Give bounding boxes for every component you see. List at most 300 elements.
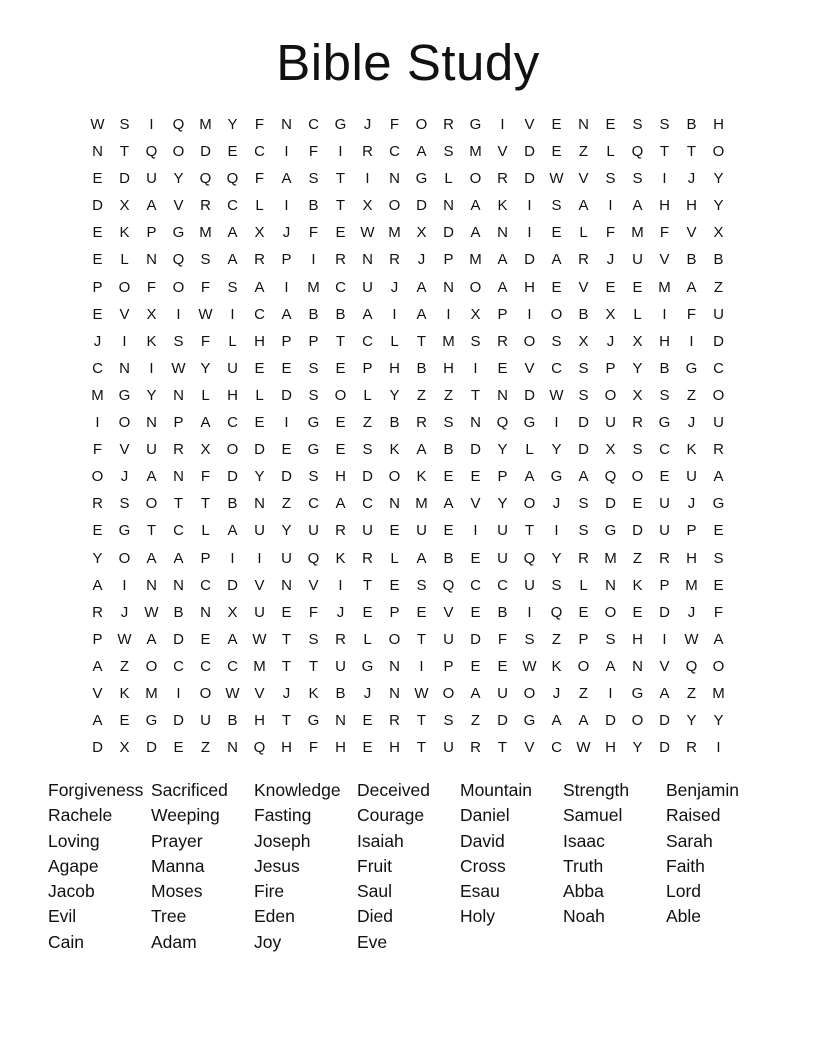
grid-letter: E — [281, 441, 292, 459]
grid-row — [84, 707, 732, 734]
grid-letter: W — [117, 630, 132, 648]
grid-letter: M — [685, 576, 698, 594]
grid-letter: M — [388, 224, 401, 242]
grid-letter: N — [605, 576, 616, 594]
grid-letter: N — [389, 657, 400, 675]
grid-letter: G — [658, 414, 671, 432]
grid-letter: K — [389, 441, 400, 459]
grid-letter: V — [659, 251, 670, 269]
word-list-item: Loving — [48, 830, 100, 851]
grid-letter: Q — [496, 414, 509, 432]
word-list-item: Strength — [563, 780, 630, 800]
grid-letter: I — [716, 739, 721, 757]
word-list-item: Sacrificed — [151, 780, 228, 800]
word-list-item: Forgiveness — [48, 780, 144, 800]
word-list-item: Deceived — [357, 780, 430, 800]
grid-letter: G — [631, 684, 644, 702]
grid-letter: I — [338, 576, 343, 594]
grid-letter: I — [176, 305, 181, 323]
grid-letter: E — [335, 224, 346, 242]
grid-letter: Z — [416, 386, 427, 404]
grid-letter: L — [525, 441, 534, 459]
grid-letter: V — [470, 495, 481, 513]
grid-letter: P — [173, 414, 184, 432]
grid-letter: M — [604, 549, 617, 567]
grid-letter: N — [578, 116, 589, 133]
grid-letter: F — [200, 468, 211, 486]
grid-letter: I — [284, 197, 289, 215]
grid-letter: P — [443, 657, 454, 675]
grid-letter: S — [578, 386, 589, 404]
grid-letter: G — [712, 495, 725, 513]
grid-letter: I — [419, 657, 424, 675]
grid-letter: C — [308, 116, 319, 133]
grid-letter: S — [443, 414, 454, 432]
grid-row — [84, 246, 732, 273]
word-list-item: Sarah — [666, 830, 713, 851]
grid-letter: D — [524, 170, 535, 188]
grid-letter: O — [577, 657, 590, 675]
grid-letter: U — [227, 359, 238, 377]
grid-letter: W — [252, 630, 267, 648]
grid-letter: L — [390, 332, 399, 350]
grid-letter: U — [659, 495, 670, 513]
grid-letter: P — [605, 359, 616, 377]
grid-letter: Y — [200, 359, 211, 377]
grid-letter: H — [713, 116, 724, 133]
grid-letter: E — [389, 522, 400, 540]
grid-letter: D — [632, 522, 643, 540]
grid-letter: I — [608, 197, 613, 215]
word-list-item: David — [460, 830, 505, 851]
grid-letter: T — [335, 197, 346, 215]
grid-letter: R — [335, 251, 346, 269]
grid-letter: S — [632, 441, 643, 459]
grid-letter: A — [416, 278, 427, 296]
grid-letter: V — [524, 739, 535, 757]
grid-letter: N — [227, 739, 238, 757]
grid-letter: F — [308, 603, 319, 621]
grid-letter: A — [200, 414, 211, 432]
grid-letter: P — [659, 576, 670, 594]
grid-letter: W — [198, 305, 213, 323]
grid-letter: S — [119, 116, 130, 133]
grid-letter: L — [120, 251, 129, 269]
grid-letter: Z — [119, 657, 130, 675]
grid-letter: D — [443, 224, 454, 242]
grid-letter: Z — [200, 739, 211, 757]
grid-letter: L — [255, 197, 264, 215]
grid-letter: W — [522, 657, 537, 675]
grid-letter: W — [144, 603, 159, 621]
grid-letter: A — [227, 522, 238, 540]
grid-letter: A — [578, 712, 589, 730]
grid-letter: I — [554, 522, 559, 540]
grid-letter: G — [118, 386, 131, 404]
grid-row — [84, 463, 732, 490]
grid-letter: M — [712, 684, 725, 702]
grid-letter: X — [605, 441, 616, 459]
grid-letter: E — [551, 278, 562, 296]
word-list-item: Fire — [254, 881, 285, 902]
grid-letter: R — [173, 441, 184, 459]
grid-letter: O — [469, 170, 482, 188]
grid-letter: B — [335, 305, 346, 323]
grid-letter: N — [389, 684, 400, 702]
grid-letter: J — [120, 603, 129, 621]
grid-letter: C — [659, 441, 670, 459]
grid-letter: M — [199, 116, 212, 133]
grid-letter: X — [119, 197, 130, 215]
grid-letter: O — [172, 143, 185, 161]
grid-letter: O — [145, 495, 158, 513]
grid-letter: A — [551, 251, 562, 269]
grid-letter: E — [335, 359, 346, 377]
grid-letter: I — [284, 143, 289, 161]
grid-letter: S — [416, 576, 427, 594]
grid-letter: O — [199, 684, 212, 702]
grid-letter: H — [389, 739, 400, 757]
grid-letter: A — [578, 197, 589, 215]
grid-letter: T — [119, 143, 130, 161]
grid-letter: B — [308, 305, 319, 323]
grid-letter: A — [632, 197, 643, 215]
grid-letter: F — [713, 603, 724, 621]
grid-letter: E — [497, 359, 508, 377]
grid-letter: M — [91, 386, 104, 404]
grid-letter: T — [524, 522, 535, 540]
grid-letter: D — [524, 143, 535, 161]
grid-letter: H — [659, 332, 670, 350]
grid-letter: Z — [362, 414, 373, 432]
grid-letter: H — [686, 197, 697, 215]
grid-letter: M — [658, 278, 671, 296]
word-list-item: Abba — [563, 881, 604, 902]
grid-letter: Y — [281, 522, 292, 540]
grid-letter: R — [686, 739, 697, 757]
grid-letter: F — [146, 278, 157, 296]
grid-letter: E — [713, 522, 724, 540]
word-list-item: Benjamin — [666, 780, 739, 800]
grid-letter: R — [335, 522, 346, 540]
grid-letter: G — [685, 359, 698, 377]
grid-letter: R — [254, 251, 265, 269]
grid-letter: D — [470, 441, 481, 459]
grid-letter: J — [687, 603, 696, 621]
grid-letter: E — [119, 712, 130, 730]
grid-letter: W — [684, 630, 699, 648]
grid-letter: H — [524, 278, 535, 296]
word-list-item: Saul — [357, 881, 393, 902]
grid-letter: I — [527, 197, 532, 215]
grid-letter: X — [146, 305, 157, 323]
grid-letter: Y — [497, 495, 508, 513]
grid-letter: I — [608, 684, 613, 702]
grid-letter: S — [443, 712, 454, 730]
grid-letter: R — [335, 630, 346, 648]
grid-letter: Y — [686, 712, 697, 730]
grid-letter: U — [281, 549, 292, 567]
grid-letter: F — [308, 224, 319, 242]
grid-letter: G — [523, 414, 536, 432]
grid-row — [84, 653, 732, 680]
grid-letter: N — [281, 576, 292, 594]
word-list-item: Died — [357, 906, 393, 927]
word-list-item: Fasting — [254, 805, 312, 826]
grid-letter: A — [281, 305, 292, 323]
word-list-item: Mountain — [460, 780, 532, 800]
grid-letter: B — [335, 684, 346, 702]
grid-letter: Q — [631, 143, 644, 161]
grid-letter: Q — [145, 143, 158, 161]
grid-letter: N — [173, 386, 184, 404]
grid-letter: I — [662, 305, 667, 323]
grid-letter: A — [146, 468, 157, 486]
grid-letter: U — [308, 522, 319, 540]
grid-letter: S — [605, 170, 616, 188]
grid-letter: I — [122, 576, 127, 594]
grid-letter: P — [443, 251, 454, 269]
grid-letter: A — [497, 278, 508, 296]
grid-letter: V — [497, 143, 508, 161]
grid-letter: Q — [226, 170, 239, 188]
grid-letter: Z — [686, 386, 697, 404]
grid-letter: O — [550, 305, 563, 323]
grid-letter: F — [200, 332, 211, 350]
grid-letter: U — [416, 522, 427, 540]
grid-letter: S — [578, 495, 589, 513]
grid-letter: P — [281, 332, 292, 350]
grid-letter: U — [443, 630, 454, 648]
grid-letter: G — [118, 522, 131, 540]
grid-letter: L — [228, 332, 237, 350]
grid-letter: L — [579, 224, 588, 242]
grid-letter: S — [227, 278, 238, 296]
grid-letter: J — [363, 684, 372, 702]
grid-letter: N — [173, 576, 184, 594]
grid-letter: G — [145, 712, 158, 730]
grid-letter: I — [176, 684, 181, 702]
grid-letter: U — [335, 657, 346, 675]
grid-letter: L — [390, 549, 399, 567]
grid-letter: I — [527, 224, 532, 242]
grid-letter: R — [200, 197, 211, 215]
grid-letter: B — [443, 441, 454, 459]
grid-letter: O — [712, 386, 725, 404]
grid-letter: C — [227, 197, 238, 215]
word-list-item: Jacob — [48, 881, 95, 902]
word-list-item: Isaac — [563, 830, 605, 851]
grid-letter: F — [686, 305, 697, 323]
grid-letter: H — [335, 739, 346, 757]
grid-letter: O — [226, 441, 239, 459]
grid-letter: N — [389, 170, 400, 188]
grid-letter: I — [365, 170, 370, 188]
grid-letter: R — [497, 332, 508, 350]
grid-letter: N — [254, 495, 265, 513]
grid-letter: A — [92, 712, 103, 730]
grid-row — [84, 301, 732, 328]
grid-letter: I — [500, 116, 505, 133]
grid-letter: F — [254, 116, 265, 133]
grid-letter: R — [659, 549, 670, 567]
grid-letter: J — [336, 603, 345, 621]
grid-letter: M — [145, 684, 158, 702]
grid-letter: Q — [604, 468, 617, 486]
grid-letter: A — [470, 197, 481, 215]
word-list-item: Rachele — [48, 805, 113, 826]
grid-letter: Q — [172, 116, 185, 133]
grid-letter: Y — [389, 386, 400, 404]
grid-letter: S — [551, 332, 562, 350]
grid-letter: U — [254, 603, 265, 621]
grid-letter: C — [551, 739, 562, 757]
grid-letter: F — [308, 143, 319, 161]
grid-letter: N — [362, 251, 373, 269]
grid-letter: S — [362, 441, 373, 459]
grid-letter: E — [578, 603, 589, 621]
grid-letter: T — [281, 657, 292, 675]
grid-letter: E — [335, 414, 346, 432]
word-list-item: Fruit — [357, 855, 392, 876]
grid-letter: W — [549, 170, 564, 188]
grid-letter: A — [227, 251, 238, 269]
grid-letter: D — [146, 739, 157, 757]
grid-letter: A — [281, 170, 292, 188]
grid-letter: U — [632, 251, 643, 269]
grid-letter: P — [362, 359, 373, 377]
grid-letter: A — [146, 197, 157, 215]
word-list-item: Tree — [151, 906, 187, 927]
grid-letter: H — [686, 549, 697, 567]
grid-letter: C — [92, 359, 103, 377]
grid-letter: D — [578, 441, 589, 459]
grid-letter: A — [173, 549, 184, 567]
grid-letter: W — [576, 739, 591, 757]
grid-letter: I — [446, 305, 451, 323]
grid-letter: Z — [551, 630, 562, 648]
grid-letter: G — [172, 224, 185, 242]
grid-letter: E — [416, 603, 427, 621]
grid-letter: J — [390, 278, 399, 296]
grid-letter: S — [119, 495, 130, 513]
grid-letter: V — [443, 603, 454, 621]
grid-letter: O — [388, 468, 401, 486]
grid-letter: F — [92, 441, 103, 459]
grid-letter: S — [200, 251, 211, 269]
grid-letter: M — [199, 224, 212, 242]
grid-letter: H — [335, 468, 346, 486]
grid-letter: T — [308, 657, 319, 675]
grid-row — [84, 355, 732, 382]
grid-letter: D — [227, 468, 238, 486]
grid-letter: S — [551, 576, 562, 594]
word-list-item: Courage — [357, 805, 425, 826]
grid-row — [84, 192, 732, 219]
letter-grid — [84, 111, 732, 761]
grid-letter: O — [712, 143, 725, 161]
grid-letter: J — [282, 224, 291, 242]
grid-letter: G — [469, 116, 482, 133]
grid-letter: B — [578, 305, 589, 323]
grid-letter: I — [149, 116, 154, 133]
grid-letter: Q — [172, 251, 185, 269]
grid-letter: K — [416, 468, 427, 486]
grid-letter: U — [443, 739, 454, 757]
grid-letter: R — [470, 739, 481, 757]
grid-letter: K — [308, 684, 319, 702]
grid-letter: S — [632, 116, 643, 133]
grid-letter: O — [631, 712, 644, 730]
word-list-item: Weeping — [151, 805, 220, 826]
grid-letter: S — [308, 468, 319, 486]
grid-letter: N — [146, 576, 157, 594]
grid-letter: R — [497, 170, 508, 188]
grid-letter: O — [604, 603, 617, 621]
grid-letter: U — [686, 468, 697, 486]
word-list-item: Cain — [48, 931, 84, 952]
grid-row — [84, 382, 732, 409]
grid-letter: Z — [713, 278, 724, 296]
word-list-item: Truth — [563, 855, 604, 876]
grid-letter: E — [92, 305, 103, 323]
grid-letter: L — [201, 386, 210, 404]
grid-letter: R — [362, 549, 373, 567]
grid-letter: E — [173, 739, 184, 757]
grid-letter: D — [605, 495, 616, 513]
grid-letter: Y — [146, 386, 157, 404]
grid-letter: E — [254, 359, 265, 377]
grid-letter: B — [308, 197, 319, 215]
grid-letter: Q — [199, 170, 212, 188]
grid-letter: H — [605, 739, 616, 757]
grid-letter: R — [713, 441, 724, 459]
grid-row — [84, 219, 732, 246]
grid-letter: K — [551, 657, 562, 675]
grid-letter: Y — [632, 359, 643, 377]
grid-letter: I — [149, 359, 154, 377]
grid-letter: X — [200, 441, 211, 459]
grid-letter: Y — [254, 468, 265, 486]
grid-letter: D — [173, 630, 184, 648]
word-list-item: Joy — [254, 931, 282, 952]
word-list-item: Eve — [357, 931, 388, 952]
grid-letter: D — [524, 386, 535, 404]
grid-letter: K — [497, 197, 508, 215]
grid-letter: T — [470, 386, 481, 404]
grid-letter: E — [92, 251, 103, 269]
grid-letter: B — [227, 495, 238, 513]
grid-letter: X — [605, 305, 616, 323]
grid-letter: T — [281, 630, 292, 648]
grid-letter: U — [497, 522, 508, 540]
word-list-item: Evil — [48, 906, 77, 927]
grid-letter: C — [200, 657, 211, 675]
grid-letter: S — [308, 386, 319, 404]
grid-letter: A — [713, 468, 724, 486]
grid-letter: S — [173, 332, 184, 350]
grid-letter: C — [497, 576, 508, 594]
grid-letter: D — [470, 630, 481, 648]
grid-letter: C — [254, 305, 265, 323]
word-list-item: Joseph — [254, 830, 311, 851]
grid-letter: O — [172, 278, 185, 296]
grid-letter: J — [606, 251, 615, 269]
grid-letter: L — [363, 386, 372, 404]
grid-letter: D — [281, 468, 292, 486]
grid-row — [84, 328, 732, 355]
grid-letter: M — [253, 657, 266, 675]
